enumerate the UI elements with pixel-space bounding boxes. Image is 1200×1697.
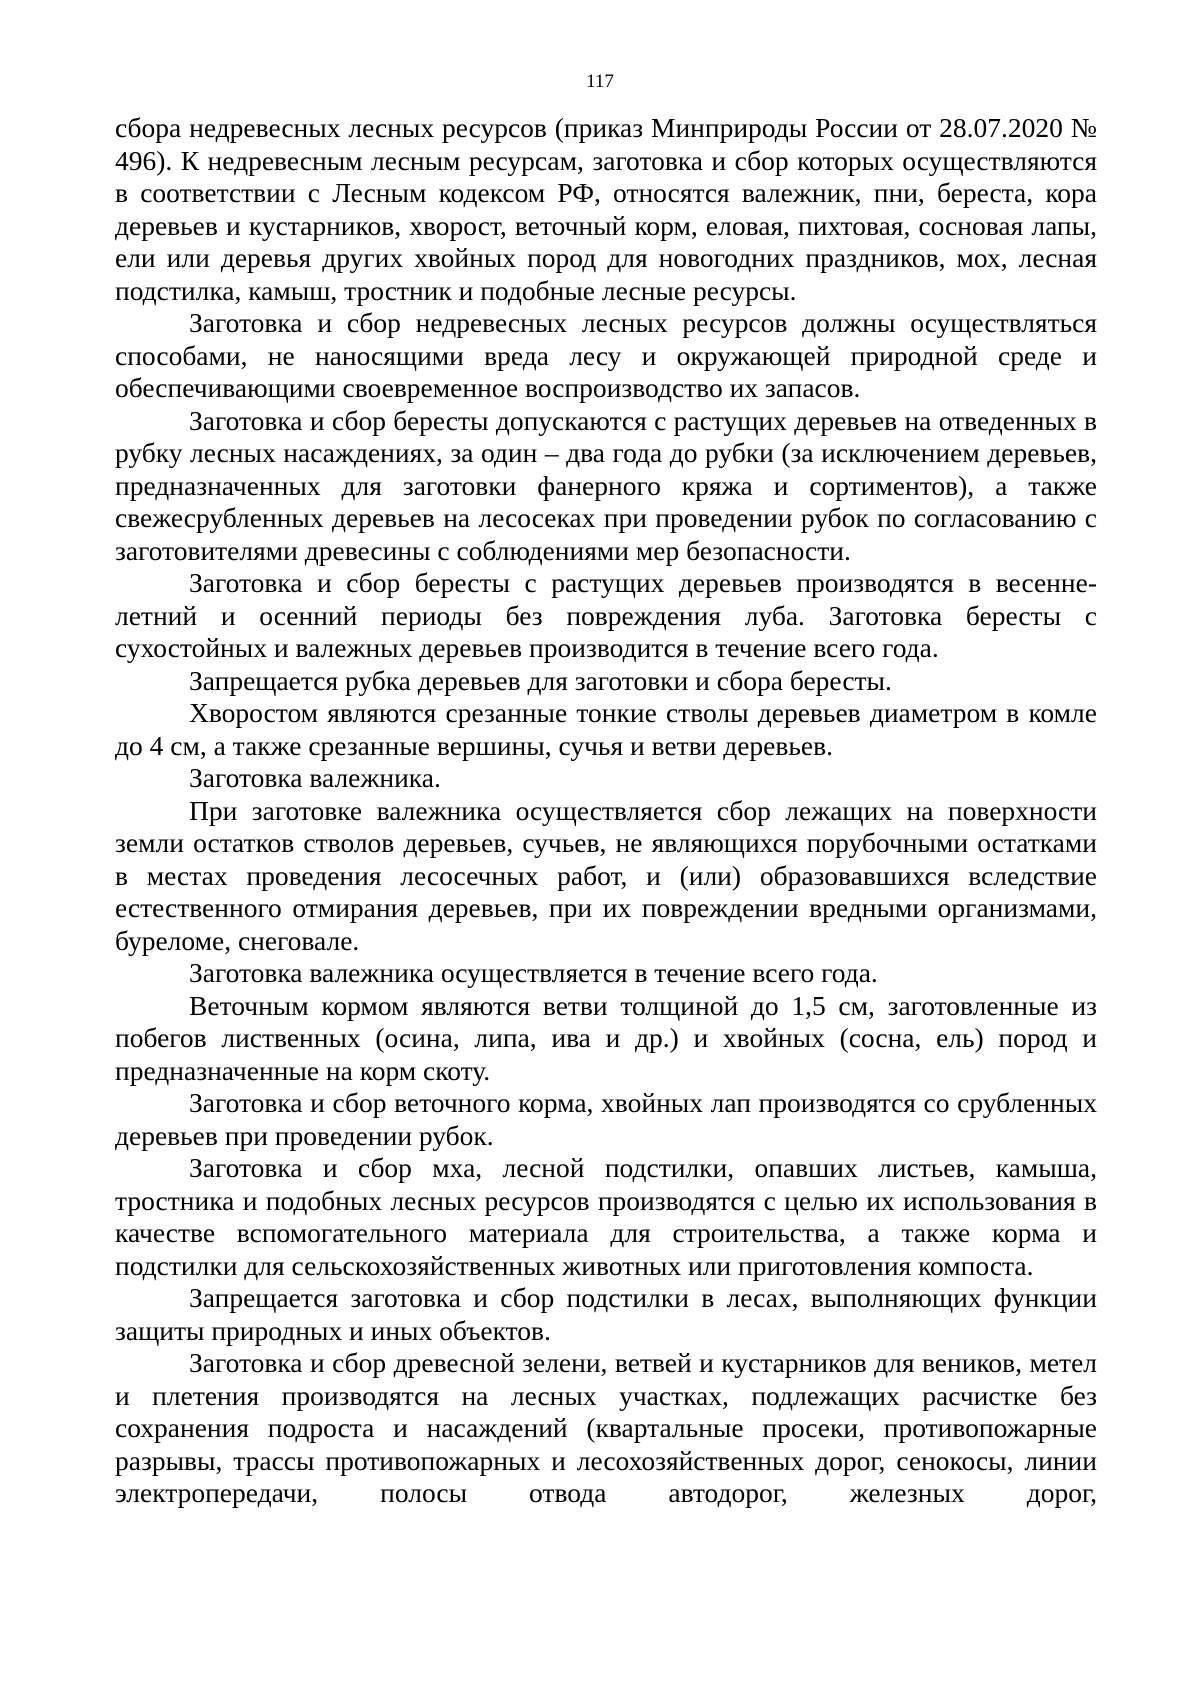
paragraph-13: Запрещается заготовка и сбор подстилки в лесах, выполняющих функции защиты природных и иных объектов.	[115, 1282, 1097, 1346]
paragraph-3: Заготовка и сбор бересты допускаются с растущих деревьев на отведенных в рубку лесных насаждениях, за один – два года до рубки (за исключением деревьев, предназначенных для заготовки фанерного кряжа и сортиментов), а также свежесрубленных деревьев на лесосеках при проведении рубок по согласованию с заготовителями древесины с соблюдениями мер безопасности.	[115, 404, 1097, 566]
body-text	[115, 112, 1097, 1510]
paragraph-6: Хворостом являются срезанные тонкие стволы деревьев диаметром в комле до 4 см, а также срезанные вершины, сучья и ветви деревьев.	[115, 697, 1097, 761]
paragraph-4: Заготовка и сбор бересты с растущих деревьев производятся в весеннелетний и осенний периоды без повреждения луба. Заготовка бересты с сухостойных и валежных деревьев производится в течение всего года.	[115, 567, 1097, 663]
paragraph-11: Заготовка и сбор веточного корма, хвойных лап производятся со срубленных деревьев при проведении рубок.	[115, 1087, 1097, 1151]
paragraph-10: Веточным кормом являются ветви толщиной до 1,5 см, заготовленные из побегов лиственных (осина, липа, ива и др.) и хвойных (сосна, ель) пород и предназначенные на корм скоту.	[115, 989, 1097, 1086]
paragraph-1: сбора недревесных лесных ресурсов (приказ Минприроды России от 28.07.2020 № 496). К недревесным лесным ресурсам, заготовка и сбор которых осуществляются в соответствии с Лесным кодексом РФ, относятся валежник, пни, береста, кора деревьев и кустарников, хворост, веточный корм, еловая, пихтовая, сосновая лапы, ели или деревья других хвойных пород для новогодних праздников, мох, лесная подстилка, камыш, тростник и подобные лесные ресурсы.	[115, 112, 1097, 306]
page-number: 117	[586, 71, 614, 92]
paragraph-8: При заготовке валежника осуществляется сбор лежащих на поверхности земли остатков стволов деревьев, сучьев, не являющихся порубочными остатками в местах проведения лесосечных работ, и (или) образовавшихся вследствие естественного отмирания деревьев, при их повреждении вредными организмами, буреломе, снеговале.	[115, 794, 1097, 956]
paragraph-2: Заготовка и сбор недревесных лесных ресурсов должны осуществляться способами, не наносящими вреда лесу и окружающей природной среде и обеспечивающими своевременное воспроизводство их запасов.	[115, 307, 1097, 403]
paragraph-5: Запрещается рубка деревьев для заготовки и сбора бересты.	[189, 664, 892, 696]
paragraph-9: Заготовка валежника осуществляется в течение всего года.	[189, 957, 878, 988]
paragraph-14: Заготовка и сбор древесной зелени, ветвей и кустарников для веников, метел и плетения производятся на лесных участках, подлежащих расчистке без сохранения подроста и насаждений (квартальные просеки, противопожарные разрывы, трассы противопожарных и лесохозяйственных дорог, сенокосы, линии электропередачи, полосы отвода автодорог, железных дорог,	[115, 1347, 1097, 1508]
paragraph-12: Заготовка и сбор мха, лесной подстилки, опавших листьев, камыша, тростника и подобных лесных ресурсов производятся с целью их использования в качестве вспомогательного материала для строительства, а также корма и подстилки для сельскохозяйственных животных или приготовления компоста.	[115, 1152, 1097, 1281]
paragraph-7: Заготовка валежника.	[189, 762, 441, 793]
